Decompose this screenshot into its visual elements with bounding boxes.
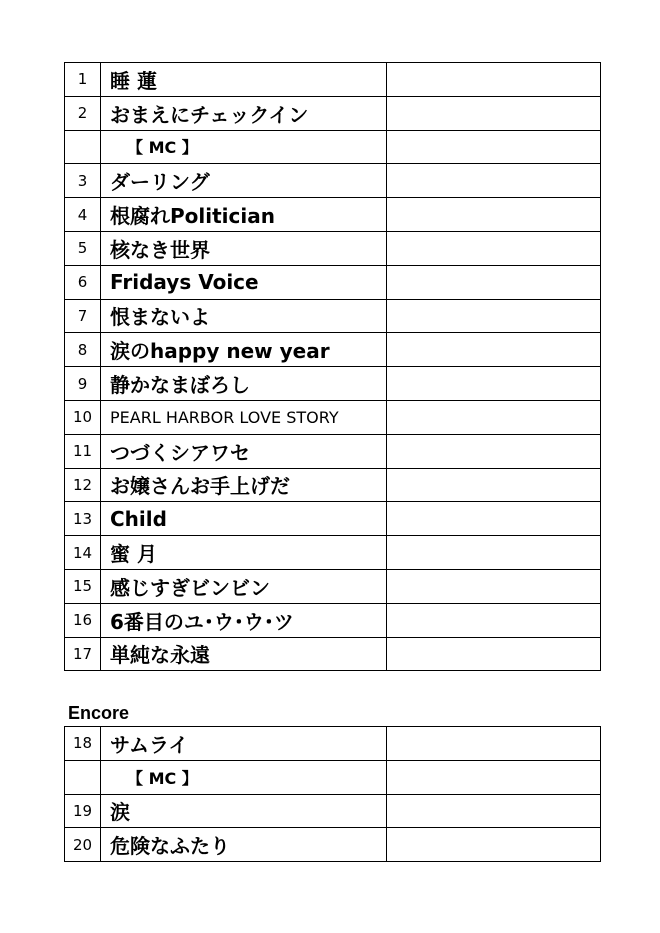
- song-row: [65, 727, 601, 761]
- song-number: 20: [65, 828, 101, 862]
- song-number: 11: [65, 434, 101, 468]
- song-number: 1: [65, 63, 101, 97]
- mc-label: 【 MC 】: [101, 130, 387, 164]
- song-number: 3: [65, 164, 101, 198]
- notes-cell: [387, 367, 601, 401]
- song-title: 6番目のユ･ウ･ウ･ツ: [101, 603, 387, 637]
- mc-row: [65, 130, 601, 164]
- song-number: 8: [65, 333, 101, 367]
- song-title: サムライ: [101, 727, 387, 761]
- song-title: ダーリング: [101, 164, 387, 198]
- song-title: 危険なふたり: [101, 828, 387, 862]
- song-number: [65, 130, 101, 164]
- song-row: [65, 164, 601, 198]
- song-number: [65, 760, 101, 794]
- notes-cell: [387, 265, 601, 299]
- song-row: [65, 299, 601, 333]
- song-row: [65, 536, 601, 570]
- song-title: 単純な永遠: [101, 637, 387, 671]
- song-title: 根腐れPolitician: [101, 198, 387, 232]
- song-number: 6: [65, 265, 101, 299]
- song-title: お嬢さんお手上げだ: [101, 468, 387, 502]
- song-number: 9: [65, 367, 101, 401]
- song-number: 13: [65, 502, 101, 536]
- notes-cell: [387, 63, 601, 97]
- song-row: [65, 198, 601, 232]
- song-title: つづくシアワセ: [101, 434, 387, 468]
- song-number: 2: [65, 96, 101, 130]
- song-title: 涙: [101, 794, 387, 828]
- notes-cell: [387, 299, 601, 333]
- song-number: 14: [65, 536, 101, 570]
- song-title: 蜜 月: [101, 536, 387, 570]
- encore-heading: Encore: [68, 703, 130, 723]
- song-title: 静かなまぼろし: [101, 367, 387, 401]
- encore-body: [65, 727, 601, 862]
- setlist-table: [64, 62, 601, 671]
- song-number: 17: [65, 637, 101, 671]
- song-number: 16: [65, 603, 101, 637]
- encore-table: [64, 726, 601, 862]
- song-number: 10: [65, 400, 101, 434]
- song-row: [65, 569, 601, 603]
- song-number: 5: [65, 231, 101, 265]
- notes-cell: [387, 637, 601, 671]
- song-number: 4: [65, 198, 101, 232]
- notes-cell: [387, 333, 601, 367]
- notes-cell: [387, 794, 601, 828]
- notes-cell: [387, 536, 601, 570]
- song-number: 19: [65, 794, 101, 828]
- notes-cell: [387, 164, 601, 198]
- notes-cell: [387, 468, 601, 502]
- song-row: [65, 333, 601, 367]
- notes-cell: [387, 603, 601, 637]
- song-title: 涙のhappy new year: [101, 333, 387, 367]
- notes-cell: [387, 760, 601, 794]
- song-number: 18: [65, 727, 101, 761]
- notes-cell: [387, 130, 601, 164]
- song-row: [65, 63, 601, 97]
- song-title: 恨まないよ: [101, 299, 387, 333]
- song-title: 感じすぎビンビン: [101, 569, 387, 603]
- mc-label: 【 MC 】: [101, 760, 387, 794]
- song-row: [65, 502, 601, 536]
- song-row: [65, 400, 601, 434]
- song-title: Fridays Voice: [101, 265, 387, 299]
- notes-cell: [387, 727, 601, 761]
- song-row: [65, 603, 601, 637]
- mc-row: [65, 760, 601, 794]
- notes-cell: [387, 400, 601, 434]
- setlist-body: [65, 63, 601, 671]
- notes-cell: [387, 231, 601, 265]
- notes-cell: [387, 828, 601, 862]
- song-row: [65, 434, 601, 468]
- song-row: [65, 468, 601, 502]
- song-title: 核なき世界: [101, 231, 387, 265]
- song-number: 12: [65, 468, 101, 502]
- song-title: Child: [101, 502, 387, 536]
- song-title: おまえにチェックイン: [101, 96, 387, 130]
- song-row: [65, 231, 601, 265]
- song-row: [65, 265, 601, 299]
- notes-cell: [387, 569, 601, 603]
- song-row: [65, 828, 601, 862]
- song-row: [65, 637, 601, 671]
- song-row: [65, 794, 601, 828]
- notes-cell: [387, 198, 601, 232]
- notes-cell: [387, 96, 601, 130]
- song-title: PEARL HARBOR LOVE STORY: [101, 400, 387, 434]
- song-row: [65, 96, 601, 130]
- song-number: 7: [65, 299, 101, 333]
- notes-cell: [387, 434, 601, 468]
- song-row: [65, 367, 601, 401]
- song-title: 睡 蓮: [101, 63, 387, 97]
- notes-cell: [387, 502, 601, 536]
- song-number: 15: [65, 569, 101, 603]
